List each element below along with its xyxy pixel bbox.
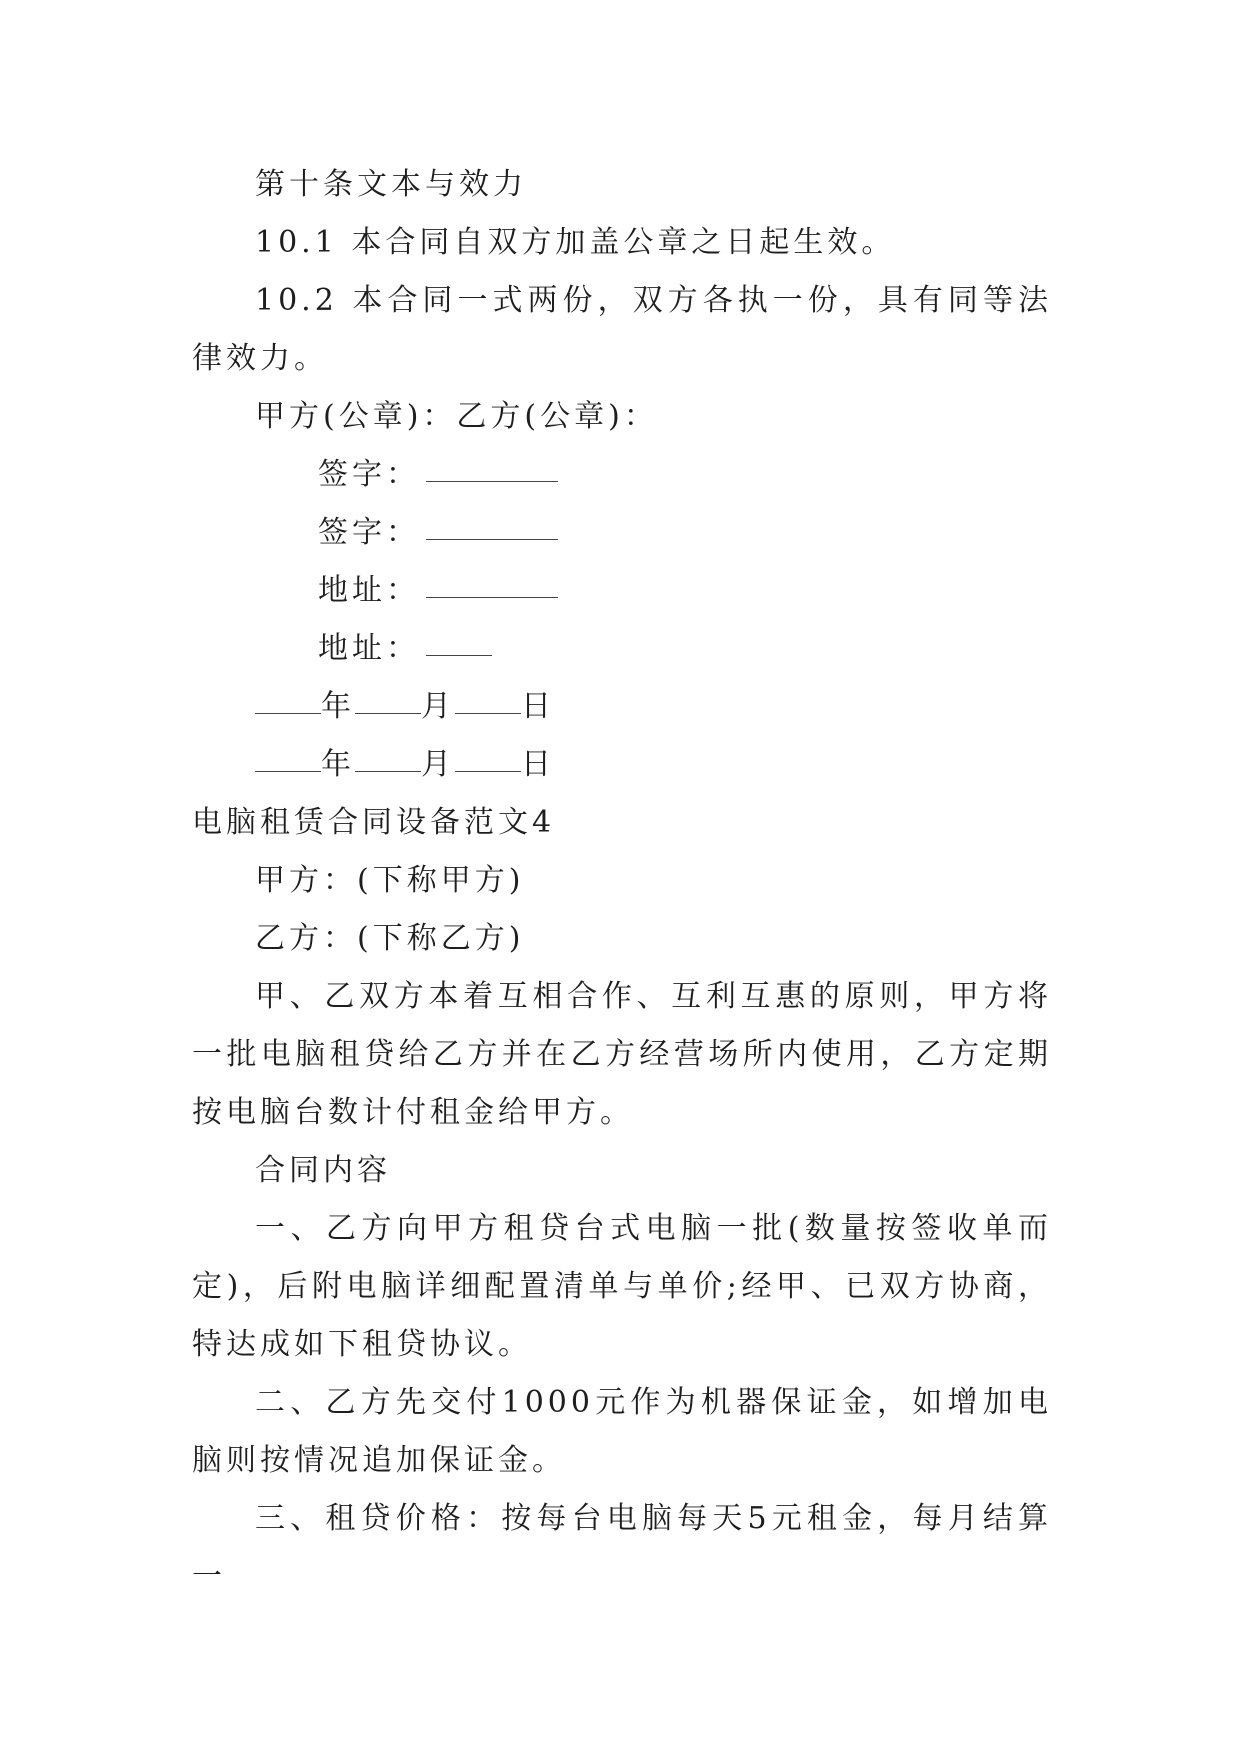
day-label: 日: [521, 747, 555, 782]
day-blank: [455, 769, 521, 772]
date-line-2: [192, 736, 1052, 794]
address-blank: [426, 653, 492, 656]
date-line-1: [192, 678, 1052, 736]
address-label: 地址：: [318, 631, 420, 666]
signature-line-2: [192, 504, 1052, 562]
signature-line-1: [192, 446, 1052, 504]
day-blank: [455, 711, 521, 714]
day-label: 日: [521, 689, 555, 724]
signature-label: 签字：: [318, 457, 420, 492]
party-a-line: 甲方：(下称甲方): [255, 863, 525, 898]
item-3-paragraph: 三、租贷价格：按每台电脑每天5元租金，每月结算一: [192, 1501, 1052, 1594]
month-label: 月: [421, 747, 455, 782]
address-line-2: [192, 620, 1052, 678]
signature-label: 签字：: [318, 515, 420, 550]
year-label: 年: [321, 689, 355, 724]
signature-blank: [426, 537, 558, 540]
month-blank: [355, 711, 421, 714]
template-4-title: 电脑租赁合同设备范文4: [192, 805, 556, 840]
month-label: 月: [421, 689, 455, 724]
address-blank: [426, 595, 558, 598]
parties-seal-line: 甲方(公章)：乙方(公章)：: [255, 399, 658, 434]
document-body: [192, 156, 1052, 1606]
signature-blank: [426, 479, 558, 482]
year-label: 年: [321, 747, 355, 782]
year-blank: [255, 711, 321, 714]
article-10-heading: 第十条文本与效力: [255, 167, 527, 202]
contents-heading: 合同内容: [255, 1153, 391, 1188]
party-b-line: 乙方：(下称乙方): [255, 921, 525, 956]
intro-paragraph: 甲、乙双方本着互相合作、互利互惠的原则，甲方将一批电脑租贷给乙方并在乙方经营场所内使用，乙方定期按电脑台数计付租金给甲方。: [192, 979, 1052, 1130]
clause-10-1: 10.1 本合同自双方加盖公章之日起生效。: [255, 225, 896, 260]
month-blank: [355, 769, 421, 772]
item-1-paragraph: 一、乙方向甲方租贷台式电脑一批(数量按签收单而定)，后附电脑详细配置清单与单价;经甲、已双方协商，特达成如下租贷协议。: [192, 1211, 1052, 1362]
item-2-paragraph: 二、乙方先交付1000元作为机器保证金，如增加电脑则按情况追加保证金。: [192, 1385, 1052, 1478]
address-line-1: [192, 562, 1052, 620]
clause-10-2: 10.2 本合同一式两份，双方各执一份，具有同等法律效力。: [192, 283, 1052, 376]
year-blank: [255, 769, 321, 772]
address-label: 地址：: [318, 573, 420, 608]
